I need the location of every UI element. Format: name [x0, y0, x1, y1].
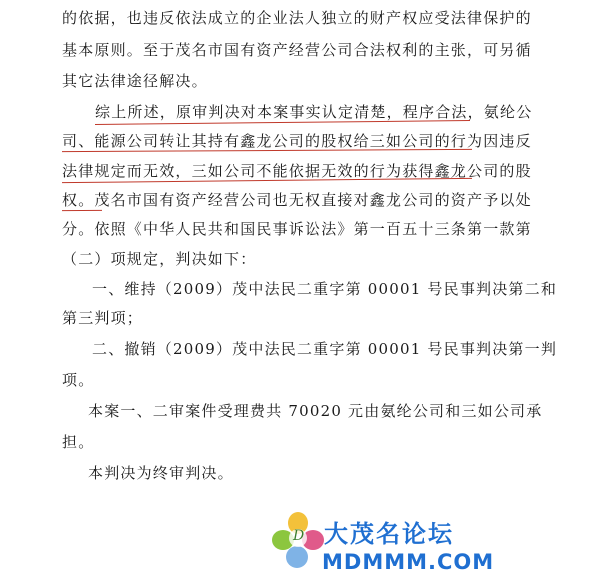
text-line: 二、撤销（2009）茂中法民二重字第 00001 号民事判决第一判: [92, 340, 558, 358]
text-line: （二）项规定，判决如下：: [62, 250, 257, 268]
text-line: 本判决为终审判决。: [88, 464, 234, 482]
text-line: 一、维持（2009）茂中法民二重字第 00001 号民事判决第二和: [92, 280, 558, 298]
text-line: 的依据，也违反依法成立的企业法人独立的财产权应受法律保护的: [62, 9, 532, 27]
text-line: 分。依照《中华人民共和国民事诉讼法》第一百五十三条第一款第: [62, 220, 532, 238]
clover-emblem-icon: D: [272, 512, 324, 582]
text-line: 第三判项；: [62, 309, 144, 327]
watermark-title: 大茂名论坛: [324, 520, 454, 548]
text-line: 项。: [62, 371, 95, 389]
text-line: 本案一、二审案件受理费共 70020 元由氨纶公司和三如公司承: [88, 402, 543, 420]
text-line: 司、能源公司转让其持有鑫龙公司的股权给三如公司的行为因违反: [62, 132, 532, 150]
red-underline: [62, 210, 102, 211]
watermark-url: MDMMM.COM: [322, 550, 495, 574]
text-line: 综上所述，原审判决对本案事实认定清楚，程序合法，氨纶公: [95, 103, 533, 121]
text-line: 担。: [62, 433, 95, 451]
text-line: 基本原则。至于茂名市国有资产经营公司合法权利的主张，可另循: [62, 41, 532, 59]
text-line: 权。茂名市国有资产经营公司也无权直接对鑫龙公司的资产予以处: [62, 191, 532, 209]
text-line: 法律规定而无效，三如公司不能依据无效的行为获得鑫龙公司的股: [62, 162, 532, 180]
watermark-logo: [272, 508, 502, 586]
text-line: 其它法律途径解决。: [62, 72, 208, 90]
